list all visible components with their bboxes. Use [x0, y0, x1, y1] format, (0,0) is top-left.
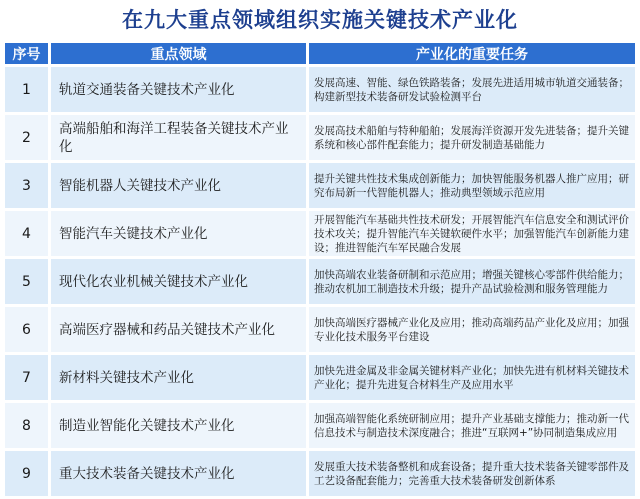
table-row: [5, 451, 635, 496]
row-domain: 重大技术装备关键技术产业化: [51, 451, 309, 496]
row-domain: 高端医疗器械和药品关键技术产业化: [51, 307, 309, 352]
table-row: [5, 115, 635, 160]
row-task: 发展高技术船舶与特种船舶；发展海洋资源开发先进装备；提升关键系统和核心部件配套能力；提升研发制造基础能力: [309, 115, 635, 160]
row-task: 加快先进金属及非金属关键材料产业化；加快先进有机材料关键技术产业化；提升先进复合材料生产及应用水平: [309, 355, 635, 400]
table-row: [5, 211, 635, 256]
row-task: 加快高端医疗器械产业化及应用；推动高端药品产业化及应用；加强专业化技术服务平台建设: [309, 307, 635, 352]
row-domain: 轨道交通装备关键技术产业化: [51, 67, 309, 112]
row-domain: 高端船舶和海洋工程装备关键技术产业化: [51, 115, 309, 160]
header-no: 序号: [5, 43, 51, 64]
row-domain: 现代化农业机械关键技术产业化: [51, 259, 309, 304]
row-task: 发展高速、智能、绿色铁路装备；发展先进适用城市轨道交通装备；构建新型技术装备研发试验检测平台: [309, 67, 635, 112]
table-row: [5, 403, 635, 448]
row-task: 加快高端农业装备研制和示范应用；增强关键核心零部件供给能力；推动农机加工制造技术升级；提升产品试验检测和服务管理能力: [309, 259, 635, 304]
row-number: 2: [5, 115, 51, 160]
row-domain: 新材料关键技术产业化: [51, 355, 309, 400]
row-number: 7: [5, 355, 51, 400]
row-task: 发展重大技术装备整机和成套设备；提升重大技术装备关键零部件及工艺设备配套能力；完善重大技术装备研发创新体系: [309, 451, 635, 496]
row-task: 加强高端智能化系统研制应用；提升产业基础支撑能力；推动新一代信息技术与制造技术深度融合；推进“互联网+”协同制造集成应用: [309, 403, 635, 448]
row-task: 开展智能汽车基础共性技术研发；开展智能汽车信息安全和测试评价技术攻关；提升智能汽车关键软硬件水平；加强智能汽车创新能力建设；推进智能汽车军民融合发展: [309, 211, 635, 256]
row-number: 6: [5, 307, 51, 352]
row-domain: 智能机器人关键技术产业化: [51, 163, 309, 208]
page-title: 在九大重点领域组织实施关键技术产业化: [122, 8, 518, 32]
row-number: 3: [5, 163, 51, 208]
table-row: [5, 307, 635, 352]
table-row: [5, 259, 635, 304]
row-domain: 智能汽车关键技术产业化: [51, 211, 309, 256]
row-number: 8: [5, 403, 51, 448]
row-number: 9: [5, 451, 51, 496]
row-number: 4: [5, 211, 51, 256]
table-row: [5, 355, 635, 400]
tasks-table: [5, 40, 635, 499]
header-domain: 重点领域: [51, 43, 309, 64]
table-row: [5, 67, 635, 112]
row-task: 提升关键共性技术集成创新能力；加快智能服务机器人推广应用；研究布局新一代智能机器人；推动典型领域示范应用: [309, 163, 635, 208]
table-row: [5, 163, 635, 208]
row-domain: 制造业智能化关键技术产业化: [51, 403, 309, 448]
row-number: 5: [5, 259, 51, 304]
row-number: 1: [5, 67, 51, 112]
header-task: 产业化的重要任务: [309, 43, 635, 64]
table-header-row: [5, 43, 635, 64]
